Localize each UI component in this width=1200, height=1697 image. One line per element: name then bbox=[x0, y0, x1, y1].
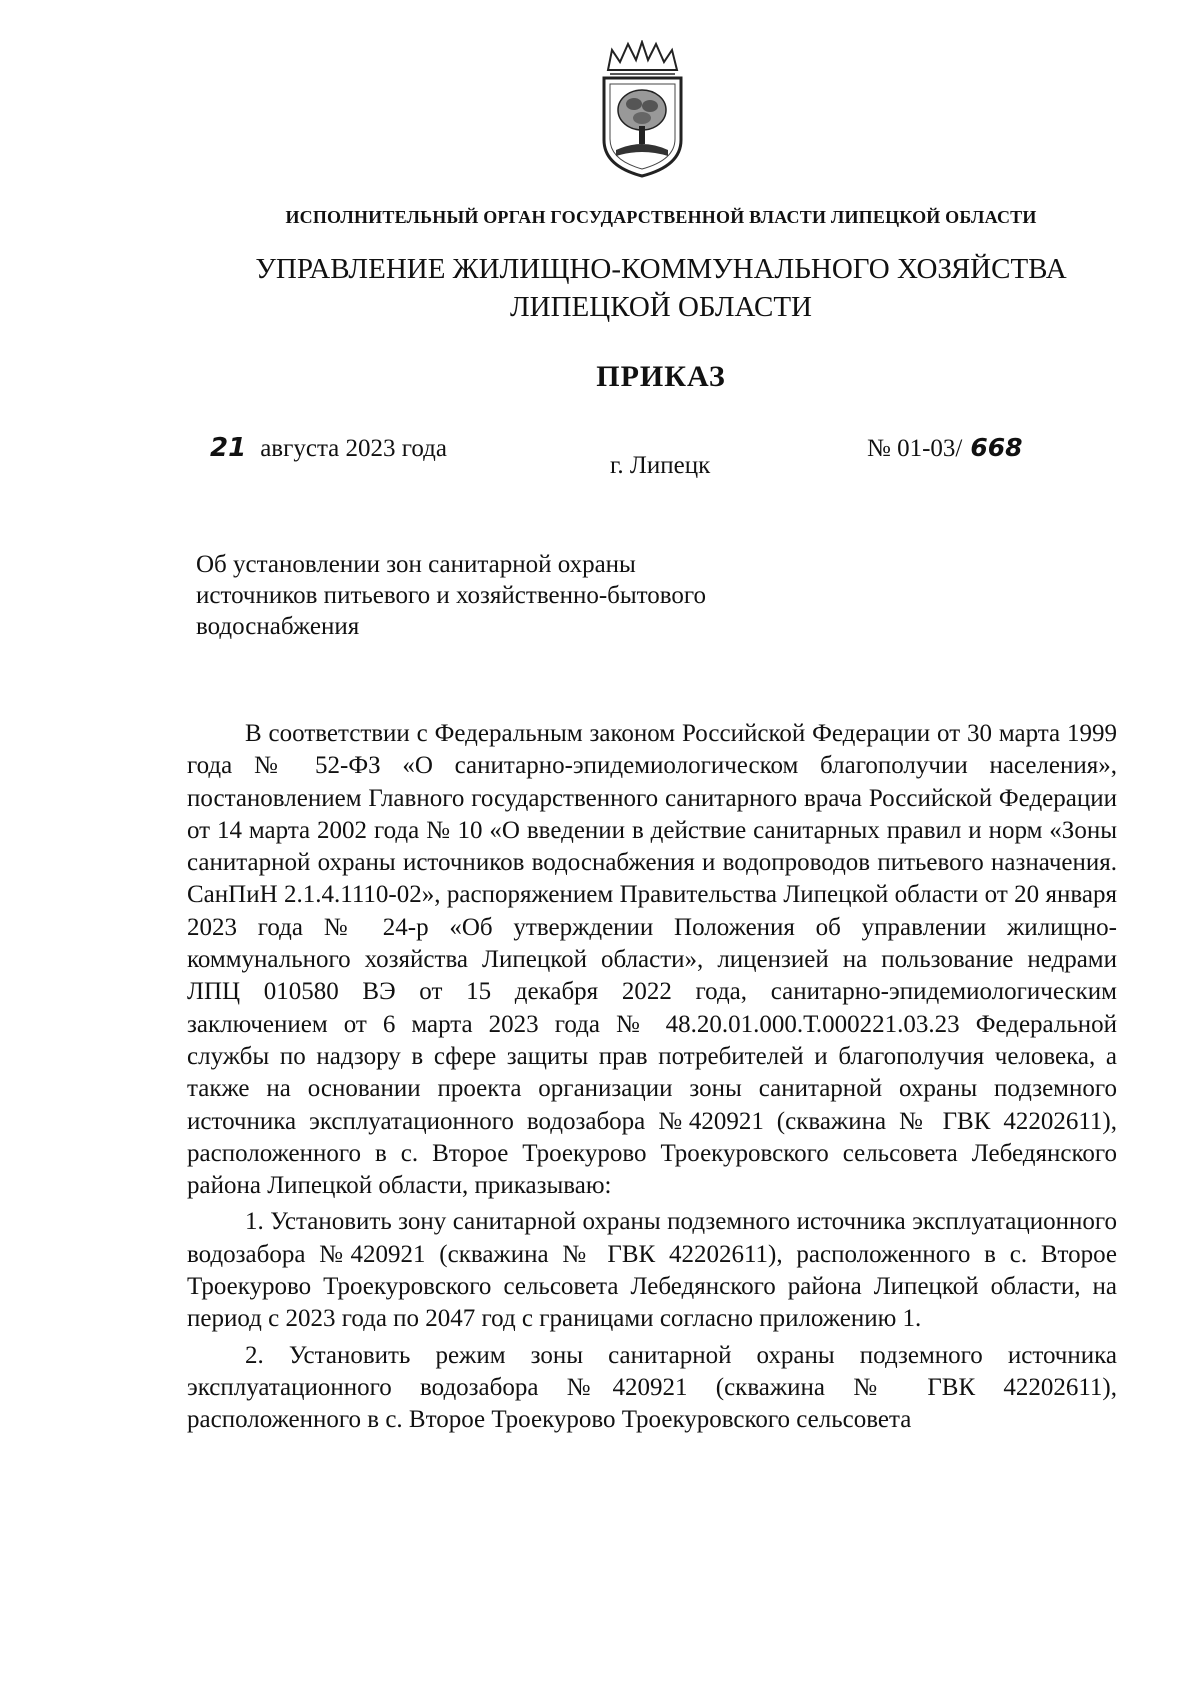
issuing-authority: ИСПОЛНИТЕЛЬНЫЙ ОРГАН ГОСУДАРСТВЕННОЙ ВЛАСТИ ЛИПЕЦКОЙ ОБЛАСТИ bbox=[285, 207, 1037, 227]
coat-of-arms-emblem bbox=[590, 40, 695, 180]
department-name-line2: ЛИПЕЦКОЙ ОБЛАСТИ bbox=[509, 291, 812, 323]
body-intro-paragraph: В соответствии с Федеральным законом Российской Федерации от 30 марта 1999 года № 52-ФЗ «О санитарно-эпидемиологическом благополучии населения», постановлением Главного государственного санитарного врача Российской Федерации от 14 марта 2002 года № 10 «О введении в действие санитарных правил и норм «Зоны санитарной охраны источников водоснабжения и водопроводов питьевого назначения. СанПиН 2.1.4.1110-02», распоряжением Правительства Липецкой области от 20 января 2023 года № 24-р «Об утверждении Положения об управлении жилищно-коммунального хозяйства Липецкой области», лицензией на пользование недрами ЛПЦ 010580 ВЭ от 15 декабря 2022 года, санитарно-эпидемиологическим заключением от 6 марта 2023 года № 48.20.01.000.Т.000221.03.23 Федеральной службы по надзору в сфере защиты прав потребителей и благополучия человека, а также на основании проекта организации зоны санитарной охраны подземного источника эксплуатационного водозабора №420921 (скважина № ГВК 42202611), расположенного в с. Второе Троекурово Троекуровского сельсовета Лебедянского района Липецкой области, приказываю: bbox=[187, 720, 1117, 1200]
document-date bbox=[210, 433, 447, 463]
subject-line3: водоснабжения bbox=[196, 613, 360, 640]
handwritten-day: 21 bbox=[210, 433, 247, 463]
number-prefix: № 01-03/ bbox=[867, 435, 963, 462]
document-body bbox=[187, 718, 1117, 1437]
body-item-2: 2. Установить режим зоны санитарной охраны подземного источника эксплуатационного водозабора №420921 (скважина № ГВК 42202611), расположенного в с. Второе Троекурово Троекуровского сельсовета bbox=[187, 1341, 1117, 1434]
document-city: г. Липецк bbox=[610, 452, 711, 479]
document-number bbox=[867, 433, 1023, 463]
department-name bbox=[0, 250, 1200, 326]
document-title: ПРИКАЗ bbox=[596, 360, 726, 393]
document-subject bbox=[196, 549, 836, 642]
subject-line2: источников питьевого и хозяйственно-бытового bbox=[196, 582, 707, 609]
department-name-line1: УПРАВЛЕНИЕ ЖИЛИЩНО-КОММУНАЛЬНОГО ХОЗЯЙСТВА bbox=[255, 253, 1067, 285]
handwritten-number: 668 bbox=[970, 433, 1023, 462]
date-month-year: августа 2023 года bbox=[260, 435, 447, 462]
body-item-1: 1. Установить зону санитарной охраны подземного источника эксплуатационного водозабора №420921 (скважина № ГВК 42202611), расположенного в с. Второе Троекурово Троекуровского сельсовета Лебедянского района Липецкой области, на период с 2023 года по 2047 год с границами согласно приложению 1. bbox=[187, 1208, 1117, 1333]
subject-line1: Об установлении зон санитарной охраны bbox=[196, 551, 636, 578]
